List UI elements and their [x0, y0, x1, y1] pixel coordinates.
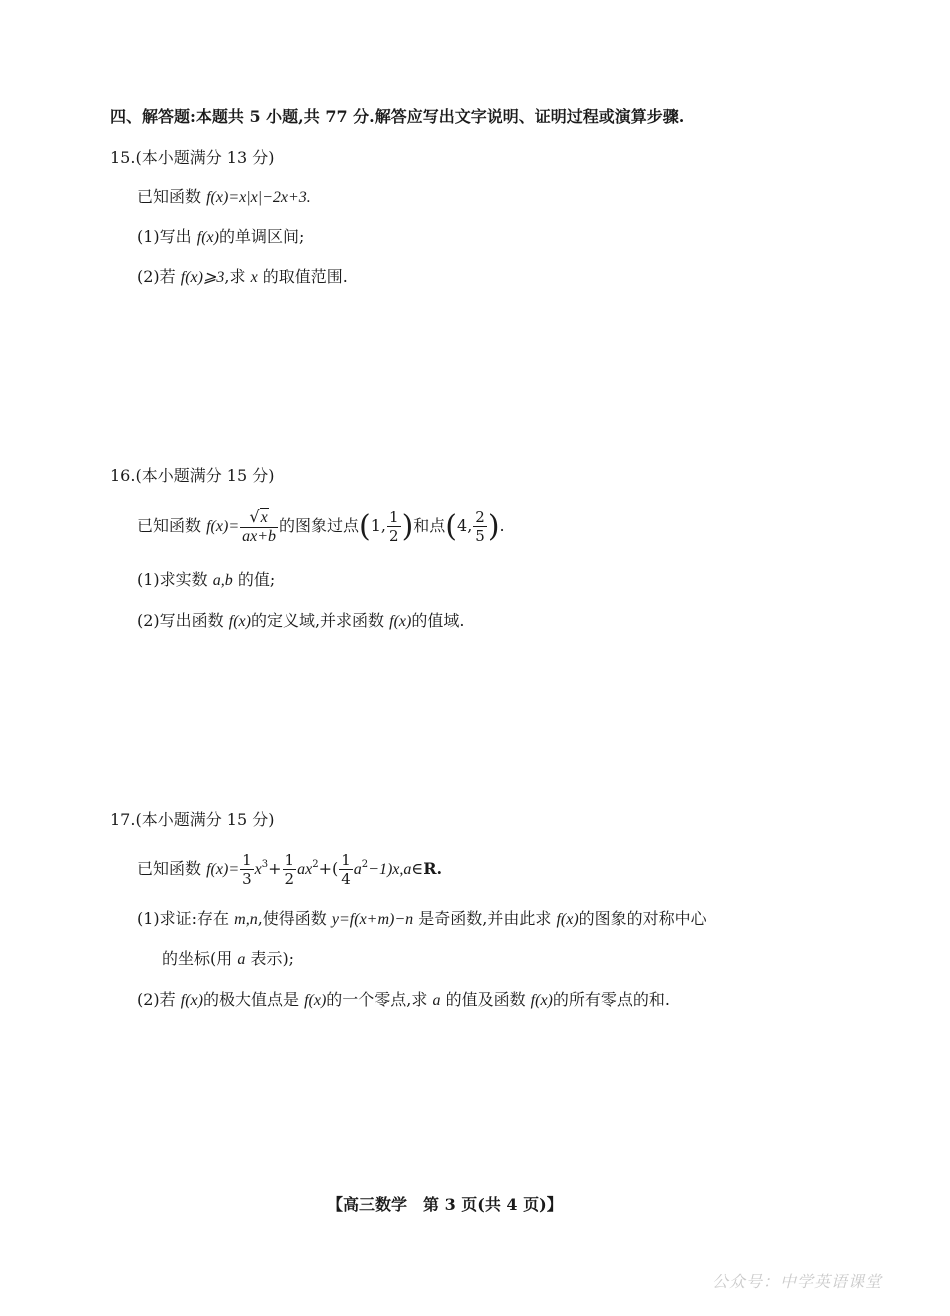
q17-header: 17.(本小题满分 15 分): [110, 810, 275, 829]
q16-mid-text: 的图象过点: [279, 516, 360, 535]
q16-point1-x: 1,: [370, 516, 387, 535]
q16-part2-b: 的定义域,并求函数: [250, 611, 385, 630]
q15-header: 15.(本小题满分 13 分): [110, 148, 275, 167]
q16-part2-fx2: f(x): [389, 613, 412, 630]
q17-term2: ax: [297, 861, 313, 878]
q17-part2-b: 的极大值点是: [202, 990, 299, 1009]
q16-sqrt-x: x: [260, 508, 268, 526]
q16-point1-num: 1: [389, 508, 399, 526]
q17-frac2: [283, 851, 297, 888]
q16-point1-den: 2: [389, 527, 399, 545]
q17-part1-a: (1)求证:存在: [137, 909, 230, 928]
q16-main-denominator: ax+b: [242, 527, 277, 545]
q16-and-text: 和点: [413, 516, 446, 535]
section-heading: 四、解答题:本题共 5 小题,共 77 分.解答应写出文字说明、证明过程或演算步骤.: [110, 107, 685, 126]
q15-part2-var: x: [250, 269, 258, 286]
q16-part2-c: 的值域.: [411, 611, 465, 630]
q17-part2-fx3: f(x): [530, 992, 553, 1009]
q17-part2-d: 的值及函数: [445, 990, 526, 1009]
page-footer: 【高三数学 第 3 页(共 4 页)】: [327, 1195, 563, 1214]
q16-point2-num: 2: [475, 508, 485, 526]
q16-point2-x: 4,: [457, 516, 473, 535]
q17-part1-line2-b: 表示);: [250, 949, 295, 968]
q17-term2-exp: 2: [312, 859, 319, 870]
q17-part1-y: y=f(x+m)−n: [331, 911, 414, 928]
q17-term3-exp: 2: [361, 859, 369, 870]
watermark-text: 公众号：中学英语课堂: [712, 1272, 883, 1291]
q15-part1: [137, 224, 304, 247]
q17-part2-e: 的所有零点的和.: [552, 990, 670, 1009]
q16-part1-rest: 的值;: [237, 570, 276, 589]
q15-part1-fx: f(x): [196, 229, 219, 246]
q15-part2: [137, 264, 348, 287]
q15-part1-rest: 的单调区间;: [218, 227, 305, 246]
q16-part2-a: (2)写出函数: [137, 611, 224, 630]
q17-frac2-num: 1: [284, 851, 295, 869]
q17-frac1-den: 3: [242, 870, 252, 888]
q16-stem: 已知函数 f(x)= $\frac{√x}{ax+b}$ 的图象过点(1, $\frac{1}{2}$ )和点(4, $\frac{2}{5}$ ).: [137, 506, 505, 545]
q16-fx: f(x)=: [206, 518, 240, 535]
q17-frac3: [339, 851, 353, 888]
q17-term3: a: [353, 861, 362, 878]
q15-stem-formula: f(x)=x|x|−2x+3.: [206, 189, 311, 206]
q17-part2-var-a: a: [432, 992, 441, 1009]
q17-term1: x: [254, 861, 262, 878]
q16-header: 16.(本小题满分 15 分): [110, 466, 275, 485]
q17-frac1-num: 1: [242, 851, 252, 869]
q17-term3-rest: −1)x,a∈: [368, 861, 424, 878]
q16-part1: [137, 567, 275, 590]
q16-main-numerator: √x: [249, 506, 268, 526]
q17-frac1: [240, 851, 254, 888]
q17-part2-fx1: f(x): [180, 992, 203, 1009]
q16-point2-fraction: [473, 508, 487, 545]
q16-stem-prefix: 已知函数: [137, 516, 202, 535]
q17-frac3-num: 1: [341, 851, 351, 869]
q17-stem-prefix: 已知函数: [137, 859, 202, 878]
q16-part1-label: (1)求实数: [137, 570, 208, 589]
q17-part2-c: 的一个零点,求: [326, 990, 428, 1009]
q17-plus2: +(: [318, 859, 339, 878]
q17-part1-line2: [162, 946, 294, 969]
q17-part2-a: (2)若: [137, 990, 176, 1009]
q17-part1-line1: [137, 906, 707, 929]
q17-part1-d: 的图象的对称中心: [578, 909, 707, 928]
q17-part1-b: ,使得函数: [257, 909, 327, 928]
q17-plus1: +: [268, 859, 282, 878]
q17-real-set: R.: [423, 859, 443, 878]
q16-part1-vars: a,b: [212, 572, 233, 589]
q15-stem: [137, 184, 311, 207]
q17-frac3-den: 4: [341, 870, 351, 888]
q17-frac2-den: 2: [284, 870, 295, 888]
q17-part1-line2-a: 的坐标(用: [162, 949, 233, 968]
q17-part1-fx: f(x): [556, 911, 579, 928]
q16-part2: [137, 608, 464, 631]
q16-point1-fraction: [387, 508, 401, 545]
q15-part2-rest-a: ,求: [224, 267, 246, 286]
q15-part2-label: (2)若: [137, 267, 176, 286]
q17-fx: f(x)=: [206, 861, 240, 878]
q16-point2-den: 5: [475, 527, 485, 545]
q17-part1-mn: m,n: [234, 911, 258, 928]
q17-part2: [137, 987, 670, 1010]
q16-main-fraction: [240, 508, 278, 546]
q15-part1-label: (1)写出: [137, 227, 192, 246]
q16-end: .: [499, 516, 505, 535]
q15-part2-cond: f(x)⩾3: [180, 269, 225, 286]
q17-part1-var-a: a: [237, 951, 246, 968]
q17-term1-exp: 3: [261, 859, 269, 870]
q16-part2-fx1: f(x): [228, 613, 251, 630]
q15-stem-prefix: 已知函数: [137, 187, 202, 206]
q17-part2-fx2: f(x): [304, 992, 327, 1009]
q17-stem: [137, 843, 442, 892]
q15-part2-rest-b: 的取值范围.: [262, 267, 348, 286]
q17-part1-c: 是奇函数,并由此求: [418, 909, 552, 928]
